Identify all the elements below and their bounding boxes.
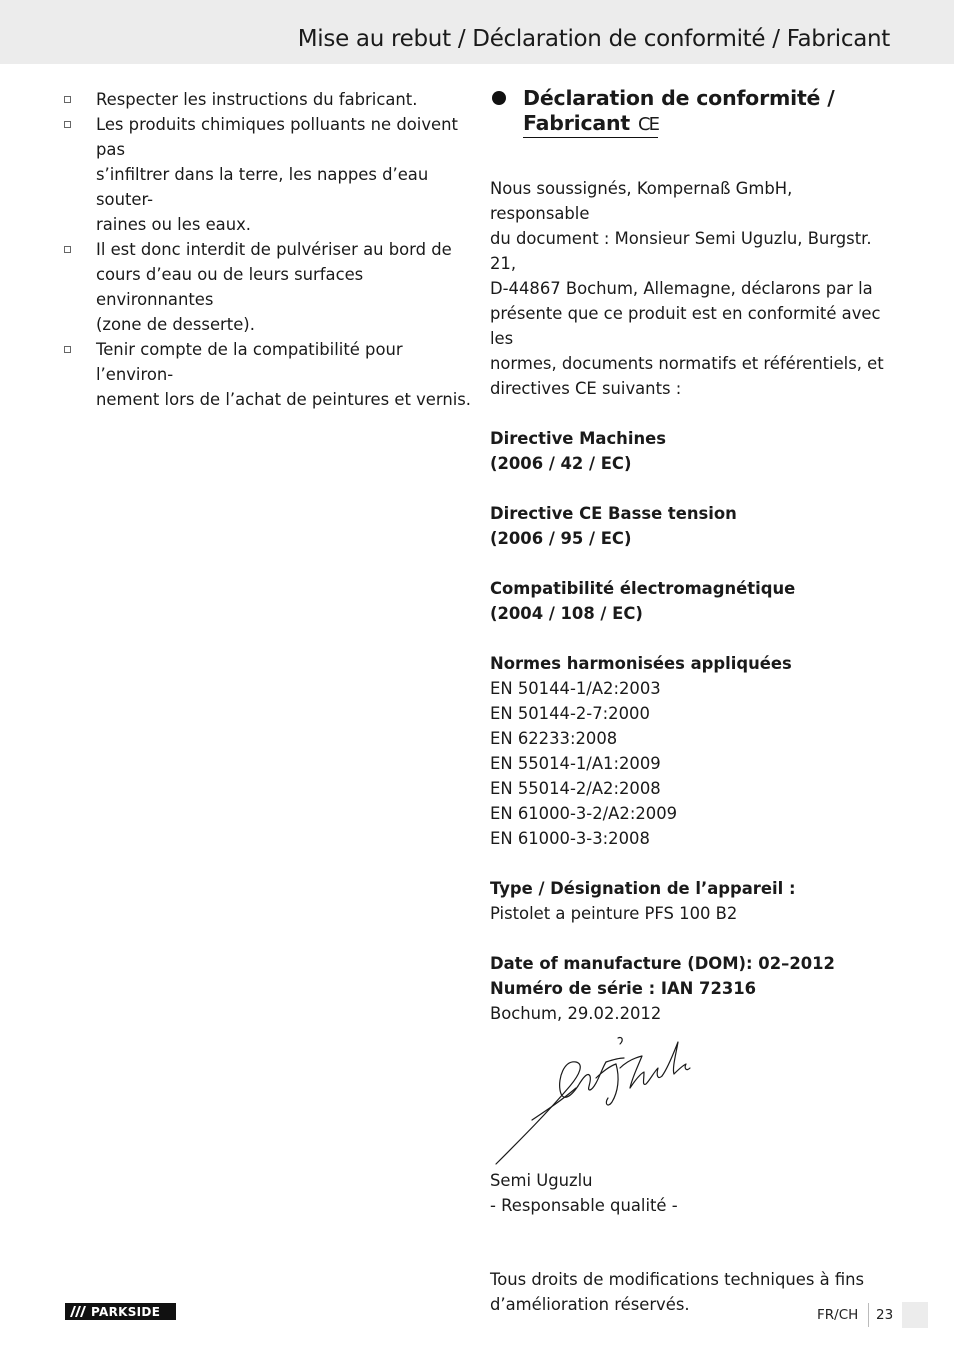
standards-heading: Normes harmonisées appliquées [490,654,792,673]
standard-item: EN 55014-1/A1:2009 [490,754,661,773]
directive-low-voltage [490,501,890,551]
directive-emc [490,576,890,626]
declaration-section [490,85,890,1317]
list-item-text: Les produits chimiques polluants ne doivent pas [96,115,458,159]
type-label: Type / Désignation de l’appareil : [490,879,796,898]
list-item-text: (zone de desserte). [96,315,255,334]
page-number: 23 [876,1307,894,1323]
page-title: Mise au rebut / Déclaration de conformité / Fabricant [297,26,890,52]
harmonised-standards [490,651,890,851]
list-item-text: Il est donc interdit de pulvériser au bord de [96,240,452,259]
intro-line: directives CE suivants : [490,379,682,398]
signature-icon [492,1028,702,1168]
date-of-manufacture: Date of manufacture (DOM): 02–2012 [490,954,835,973]
device-type [490,876,890,926]
checkbox-bullet-icon [64,121,71,128]
heading-text: Fabricant [523,111,631,135]
intro-line: Nous soussignés, Kompernaß GmbH, responsable [490,179,793,223]
list-item-text: cours d’eau ou de leurs surfaces environnantes [96,265,364,309]
section-heading [490,85,890,138]
standard-item: EN 61000-3-3:2008 [490,829,650,848]
checkbox-bullet-icon [64,246,71,253]
rights-note-line: d’amélioration réservés. [490,1295,690,1314]
signatory-name: Semi Uguzlu [490,1171,593,1190]
directive-number: (2006 / 95 / EC) [490,529,632,548]
directive-name: Directive Machines [490,429,667,448]
list-item-text: Tenir compte de la compatibilité pour l’environ- [96,340,403,384]
list-item-text: s’infiltrer dans la terre, les nappes d’eau souter- [96,165,429,209]
header-band [0,0,954,64]
place-date: Bochum, 29.02.2012 [490,1004,662,1023]
directive-number: (2006 / 42 / EC) [490,454,632,473]
list-item [62,337,472,412]
intro-line: du document : Monsieur Semi Uguzlu, Burgstr. 21, [490,229,872,273]
list-item-text: raines ou les eaux. [96,215,251,234]
type-value: Pistolet a peinture PFS 100 B2 [490,904,738,923]
directive-name: Directive CE Basse tension [490,504,737,523]
list-item [62,87,472,112]
rights-note-line: Tous droits de modifications techniques à fins [490,1270,865,1289]
standard-item: EN 62233:2008 [490,729,618,748]
standard-item: EN 50144-2-7:2000 [490,704,650,723]
signatory-role: - Responsable qualité - [490,1196,678,1215]
page-tab-marker [902,1302,928,1328]
standard-item: EN 61000-3-2/A2:2009 [490,804,678,823]
intro-paragraph [490,176,890,401]
directive-number: (2004 / 108 / EC) [490,604,643,623]
list-item-text: Respecter les instructions du fabricant. [96,90,418,109]
standard-item: EN 50144-1/A2:2003 [490,679,661,698]
directive-name: Compatibilité électromagnétique [490,579,796,598]
list-item-text: nement lors de l’achat de peintures et vernis. [96,390,472,409]
checkbox-bullet-icon [64,346,71,353]
standard-item: EN 55014-2/A2:2008 [490,779,661,798]
heading-line-1: Déclaration de conformité / [523,86,835,110]
brand-name: PARKSIDE [91,1304,161,1319]
manufacture-info [490,951,890,1001]
language-code: FR/CH [817,1307,859,1323]
logo-stripes-icon [65,1303,91,1320]
intro-line: présente que ce produit est en conformité avec les [490,304,881,348]
intro-line: normes, documents normatifs et référentiels, et [490,354,884,373]
bullet-dot-icon [492,91,506,105]
list-item [62,112,472,237]
footer-divider [868,1303,869,1327]
list-item [62,237,472,337]
heading-line-2 [523,111,658,138]
intro-line: D-44867 Bochum, Allemagne, déclarons par la [490,279,873,298]
ce-mark-icon: CE [638,114,658,135]
directive-machines [490,426,890,476]
parkside-logo [65,1303,176,1320]
serial-number: Numéro de série : IAN 72316 [490,979,757,998]
checkbox-bullet-icon [64,96,71,103]
disposal-instructions-list [62,87,472,412]
